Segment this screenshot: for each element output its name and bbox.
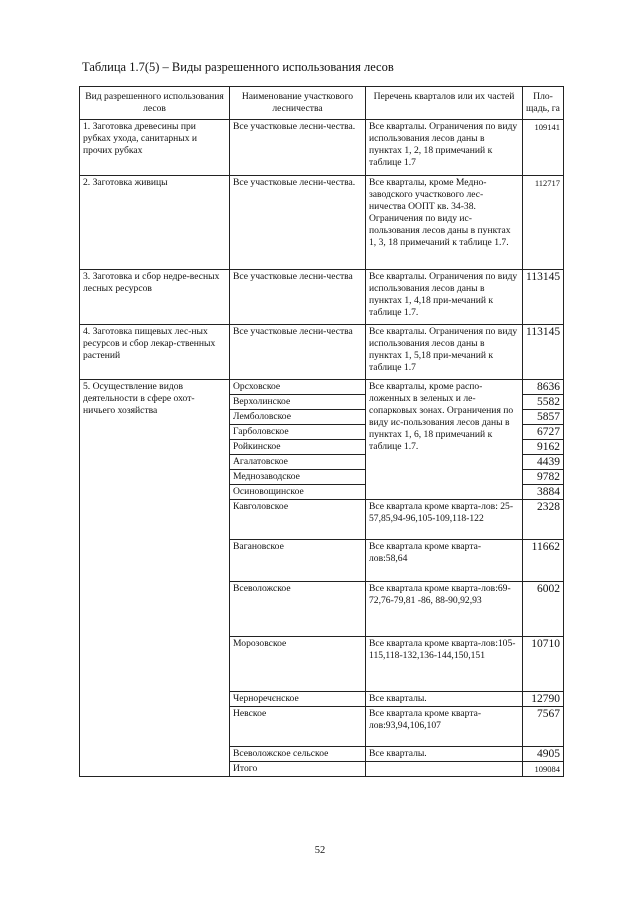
forestry-cell: Меднозаводское: [230, 470, 366, 485]
forestry-cell: Вагановское: [230, 540, 366, 582]
forestry-cell: Морозовское: [230, 637, 366, 692]
forestry-cell: Гарболовское: [230, 425, 366, 440]
area-cell: 3884: [523, 485, 564, 500]
header-row: [80, 87, 564, 120]
forestry-cell: Невское: [230, 707, 366, 747]
quarters-cell: Все квартала кроме кварта-лов:58,64: [366, 540, 523, 582]
forestry-cell: Итого: [230, 762, 366, 777]
forestry-cell: Агалатовское: [230, 455, 366, 470]
table-row: [80, 380, 564, 395]
quarters-cell: Все квартала кроме кварта-лов:69-72,76-79,81 -86, 88-90,92,93: [366, 582, 523, 637]
table-row: [80, 176, 564, 270]
forestry-cell: Верхолинское: [230, 395, 366, 410]
area-cell: 2328: [523, 500, 564, 540]
forest-use-table: [79, 86, 564, 777]
area-cell: 112717: [523, 176, 564, 270]
area-cell: 12790: [523, 692, 564, 707]
forestry-cell: Черноречєнское: [230, 692, 366, 707]
kind-cell: 5. Осуществление видов деятельности в сфере охот-ничьего хозяйства: [80, 380, 230, 777]
area-cell: 6727: [523, 425, 564, 440]
page-number: 52: [314, 845, 326, 856]
area-cell: 6002: [523, 582, 564, 637]
area-cell: 113145: [523, 270, 564, 325]
forestry-cell: Орсховское: [230, 380, 366, 395]
quarters-cell: Все кварталы. Ограничения по виду использования лесов даны в пунктах 1, 2, 18 примечаний к таблице 1.7: [366, 120, 523, 176]
quarters-cell: [366, 762, 523, 777]
area-cell: 113145: [523, 325, 564, 380]
forestry-cell: Всеволожское сельское: [230, 747, 366, 762]
quarters-cell: Все кварталы, кроме Медно-заводского участкового лес-ничества ООПТ кв. 34-38. Ограничения по виду ис-пользования лесов даны в пунктах 1, 3, 18 примечаний к таблице 1.7.: [366, 176, 523, 270]
area-cell: 10710: [523, 637, 564, 692]
quarters-cell: Все квартала кроме кварта-лов: 25-57,85,94-96,105-109,118-122: [366, 500, 523, 540]
forestry-cell: Кавголовское: [230, 500, 366, 540]
table-caption: Таблица 1.7(5) – Виды разрешенного использования лесов: [82, 60, 394, 74]
area-cell: 5582: [523, 395, 564, 410]
area-cell: 8636: [523, 380, 564, 395]
kind-cell: 4. Заготовка пищевых лес-ных ресурсов и сбор лекар-ственных растений: [80, 325, 230, 380]
table-row: [80, 325, 564, 380]
area-cell: 11662: [523, 540, 564, 582]
forestry-cell: Всеволожское: [230, 582, 366, 637]
quarters-cell: Все квартала кроме кварта-лов:105-115,118-132,136-144,150,151: [366, 637, 523, 692]
header-quarters: Перечень кварталов или их частей: [366, 87, 523, 120]
area-cell: 9782: [523, 470, 564, 485]
quarters-cell: Все кварталы, кроме распо-ложенных в зеленых и ле-сопарковых зонах. Ограничения по виду ис-пользования лесов даны в пунктах 1, 6, 18 примечаний к таблице 1.7.: [366, 380, 523, 500]
quarters-cell: Все кварталы. Ограничения по виду использования лесов даны в пунктах 1, 4,18 при-мечаний к таблице 1.7.: [366, 270, 523, 325]
forestry-cell: Все участковые лесни-чества: [230, 270, 366, 325]
area-cell: 5857: [523, 410, 564, 425]
kind-cell: 3. Заготовка и сбор недре-весных лесных ресурсов: [80, 270, 230, 325]
kind-cell: 1. Заготовка древесины при рубках ухода, санитарных и прочих рубках: [80, 120, 230, 176]
header-area: Пло-щадь, га: [523, 87, 564, 120]
forestry-cell: Лемболовское: [230, 410, 366, 425]
quarters-cell: Все кварталы. Ограничения по виду использования лесов даны в пунктах 1, 5,18 при-мечаний к таблице 1.7: [366, 325, 523, 380]
forestry-cell: Все участковые лесни-чества: [230, 325, 366, 380]
kind-cell: 2. Заготовка живицы: [80, 176, 230, 270]
quarters-cell: Все кварталы.: [366, 747, 523, 762]
area-cell: 4905: [523, 747, 564, 762]
forestry-cell: Ройкинское: [230, 440, 366, 455]
area-cell: 109141: [523, 120, 564, 176]
area-cell: 4439: [523, 455, 564, 470]
forestry-cell: Все участковые лесни-чества.: [230, 176, 366, 270]
area-cell: 7567: [523, 707, 564, 747]
quarters-cell: Все квартала кроме кварта-лов:93,94,106,107: [366, 707, 523, 747]
header-kind: Вид разрешенного использования лесов: [80, 87, 230, 120]
area-cell: 9162: [523, 440, 564, 455]
forestry-cell: Все участковые лесни-чества.: [230, 120, 366, 176]
table-row: [80, 270, 564, 325]
table-row: [80, 120, 564, 176]
forestry-cell: Осиновощинское: [230, 485, 366, 500]
quarters-cell: Все кварталы.: [366, 692, 523, 707]
header-forestry: Наименование участкового лесничества: [230, 87, 366, 120]
area-cell: 109084: [523, 762, 564, 777]
